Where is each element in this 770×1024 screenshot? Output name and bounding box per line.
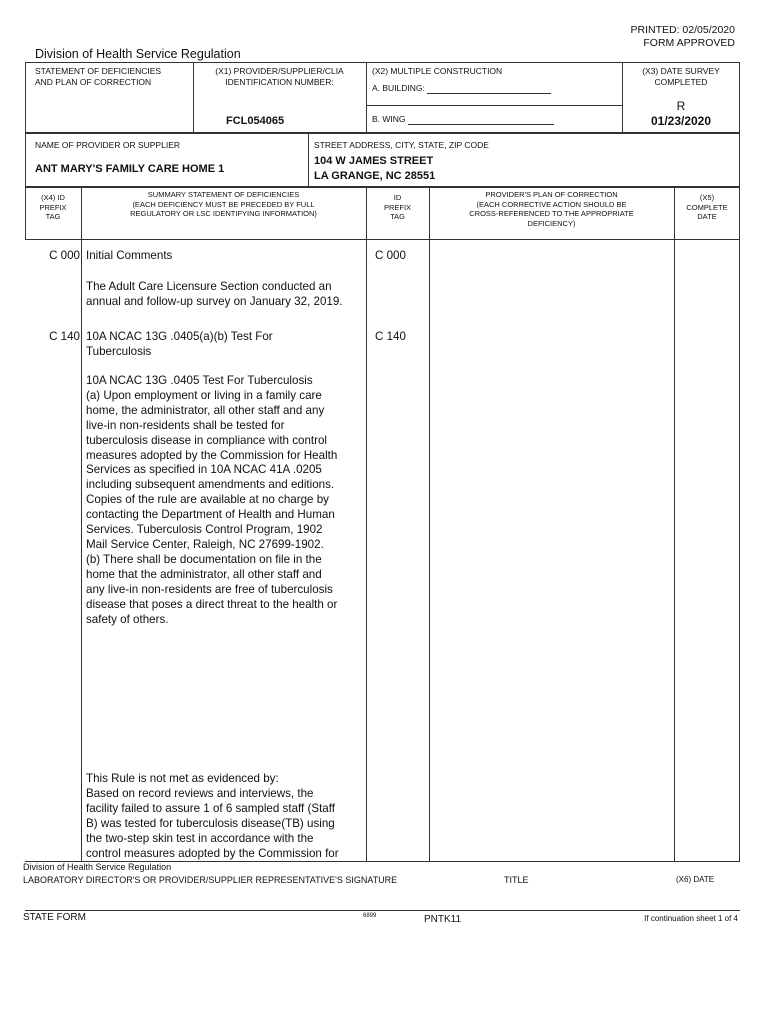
signature-label: LABORATORY DIRECTOR'S OR PROVIDER/SUPPLIER REPRESENTATIVE'S SIGNATURE [23, 875, 398, 885]
col-summary-header: SUMMARY STATEMENT OF DEFICIENCIES (EACH DEFICIENCY MUST BE PRECEDED BY FULL REGULATORY OR LSC IDENTIFYING INFORMATION) [130, 190, 317, 218]
tag-c000: C 000 [49, 249, 80, 262]
printed-date: PRINTED: 02/05/2020 [630, 24, 735, 36]
tag-c140: C 140 [49, 330, 80, 343]
paragraph-survey-intro: The Adult Care Licensure Section conducted an annual and follow-up survey on January 32, 2019. [86, 280, 343, 308]
paragraph-rule-text: 10A NCAC 13G .0405 Test For Tuberculosis (a) Upon employment or living in a family care home, the administrator, all other staff and any live-in non-residents shall be tested for tuberculosis disease in compliance with control measures adopted by the Commission for Health Services as specified in 10A NCAC 41A .0205 including subsequent amendments and editions. Copies of the rule are available at no charge by contacting the Department of Health and Human Services. Tuberculosis Control Program, 1902 Mail Service Center, Raleigh, NC 27699-1902. (b) There shall be documentation on file in the home that the administrator, all other staff and any live-in non-residents are free of tuberculosis disease that poses a direct threat to the health or safety of others. [86, 374, 338, 626]
title-label: TITLE [504, 875, 529, 885]
wing-field [372, 114, 554, 125]
address-line-1: 104 W JAMES STREET [314, 155, 434, 167]
form-number: 6899 [363, 913, 377, 919]
address-label: STREET ADDRESS, CITY, STATE, ZIP CODE [314, 140, 489, 150]
col-id-header: ID PREFIX TAG [383, 193, 412, 221]
building-input-line[interactable] [427, 85, 551, 94]
pntk-code: PNTK11 [424, 914, 462, 925]
x2-label: (X2) MULTIPLE CONSTRUCTION [372, 66, 503, 76]
tag-c000-right: C 000 [375, 249, 406, 262]
footer-division: Division of Health Service Regulation [23, 862, 172, 872]
col-x4-header: (X4) ID PREFIX TAG [39, 193, 67, 221]
x6-date-label: (X6) DATE [676, 875, 715, 884]
state-form-label: STATE FORM [23, 912, 86, 923]
building-field [372, 83, 551, 94]
division-title: Division of Health Service Regulation [35, 47, 241, 61]
entry-title-tuberculosis: 10A NCAC 13G .0405(a)(b) Test For Tuberculosis [86, 330, 273, 358]
wing-input-line[interactable] [408, 116, 554, 125]
x3-r: R [676, 99, 686, 113]
survey-date: 01/23/2020 [650, 114, 712, 128]
statement-label: STATEMENT OF DEFICIENCIES AND PLAN OF CORRECTION [35, 66, 162, 87]
col-x5-header: (X5) COMPLETE DATE [686, 193, 728, 221]
provider-id-number: FCL054065 [226, 115, 285, 127]
col-plan-header: PROVIDER'S PLAN OF CORRECTION (EACH CORRECTIVE ACTION SHOULD BE CROSS-REFERENCED TO THE APPROPRIATE DEFICIENCY) [469, 190, 634, 228]
entry-title-initial-comments: Initial Comments [86, 249, 173, 262]
continuation-sheet: If continuation sheet 1 of 4 [644, 914, 738, 923]
x1-label: (X1) PROVIDER/SUPPLIER/CLIA IDENTIFICATION NUMBER: [215, 66, 344, 87]
form-approved: FORM APPROVED [643, 37, 735, 49]
address-line-2: LA GRANGE, NC 28551 [314, 170, 436, 182]
wing-label: B. WING [372, 114, 406, 124]
provider-name-label: NAME OF PROVIDER OR SUPPLIER [35, 140, 180, 150]
x3-label: (X3) DATE SURVEY COMPLETED [642, 66, 720, 87]
building-label: A. BUILDING: [372, 83, 425, 93]
tag-c140-right: C 140 [375, 330, 406, 343]
paragraph-findings: This Rule is not met as evidenced by: Based on record reviews and interviews, the facility failed to assure 1 of 6 sampled staff (Staff B) was tested for tuberculosis disease(TB) using the two-step skin test in accordance with the control measures adopted by the Commission for [86, 772, 339, 860]
provider-name: ANT MARY'S FAMILY CARE HOME 1 [35, 163, 225, 175]
